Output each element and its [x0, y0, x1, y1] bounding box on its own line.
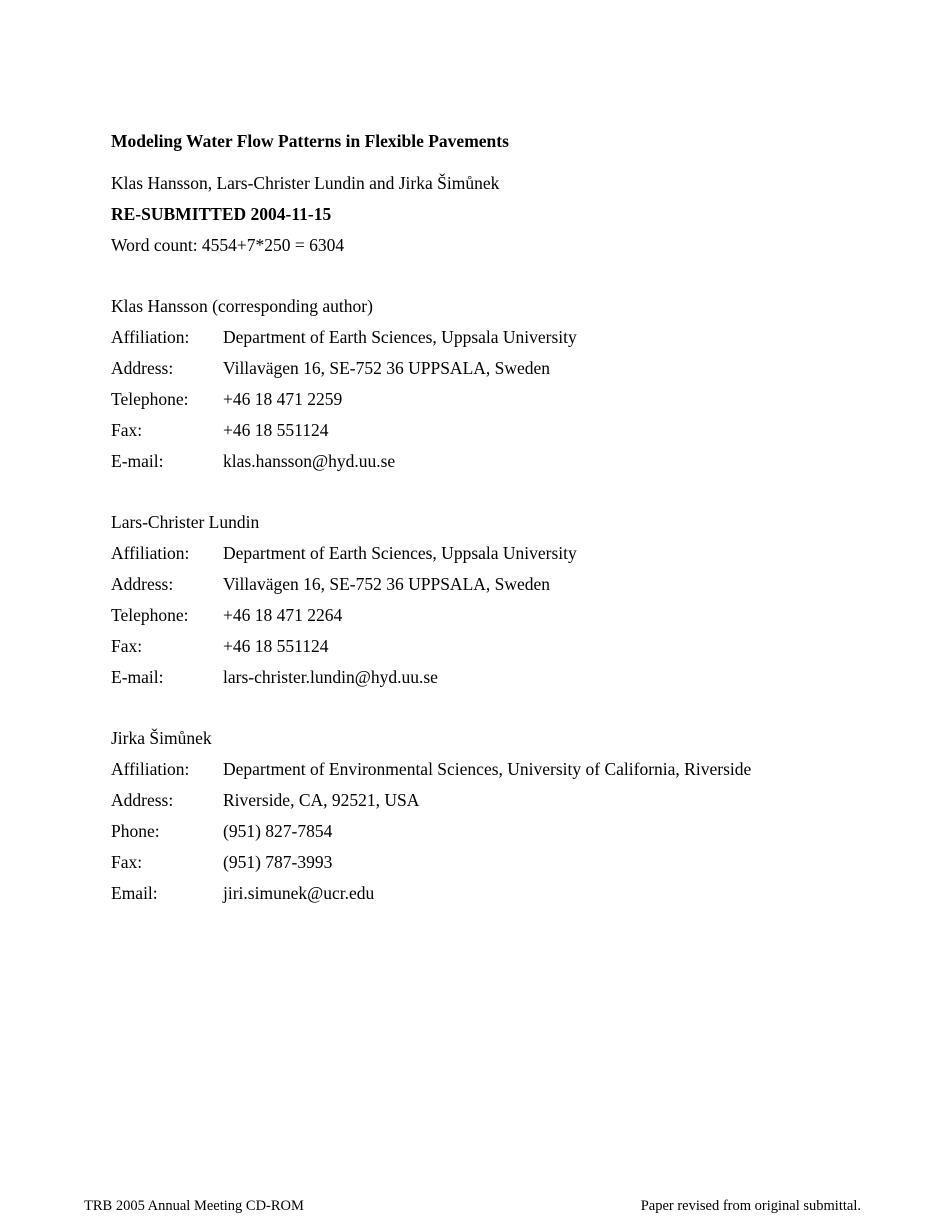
contact-field-telephone: [111, 600, 871, 631]
resubmitted-date: RE-SUBMITTED 2004-11-15: [111, 204, 332, 224]
field-value: klas.hansson@hyd.uu.se: [223, 451, 396, 471]
contact-name: Lars-Christer Lundin: [111, 512, 260, 532]
footer-right-text: Paper revised from original submittal.: [640, 1198, 861, 1214]
field-label: Fax:: [111, 852, 143, 872]
contact-field-fax: [111, 415, 871, 446]
author-list: Klas Hansson, Lars-Christer Lundin and Jirka Šimůnek: [111, 173, 500, 193]
contact-field-phone: [111, 816, 871, 847]
field-label: Affiliation:: [111, 327, 190, 347]
contact-field-address: [111, 569, 871, 600]
document-page: [111, 128, 871, 909]
field-value: jiri.simunek@ucr.edu: [223, 883, 375, 903]
field-value: Department of Earth Sciences, Uppsala University: [223, 327, 577, 347]
contact-field-email: [111, 662, 871, 693]
contact-field-fax: [111, 847, 871, 878]
field-label: Address:: [111, 358, 174, 378]
section-spacer: [111, 693, 871, 723]
contact-field-telephone: [111, 384, 871, 415]
contact-block-hansson: [111, 291, 871, 477]
field-label: Affiliation:: [111, 759, 190, 779]
section-spacer: [111, 477, 871, 507]
field-label: Affiliation:: [111, 543, 190, 563]
field-label: Fax:: [111, 636, 143, 656]
contact-field-address: [111, 353, 871, 384]
field-label: Telephone:: [111, 605, 189, 625]
field-label: E-mail:: [111, 451, 164, 471]
contact-block-lundin: [111, 507, 871, 693]
field-label: Telephone:: [111, 389, 189, 409]
field-value: +46 18 551124: [223, 420, 329, 440]
field-value: lars-christer.lundin@hyd.uu.se: [223, 667, 438, 687]
field-value: Villavägen 16, SE-752 36 UPPSALA, Sweden: [223, 574, 551, 594]
field-value: Riverside, CA, 92521, USA: [223, 790, 420, 810]
field-label: Address:: [111, 574, 174, 594]
contact-field-email: [111, 446, 871, 477]
contact-name: Jirka Šimůnek: [111, 728, 212, 748]
contact-field-affiliation: [111, 754, 871, 785]
field-label: E-mail:: [111, 667, 164, 687]
field-value: (951) 787-3993: [223, 852, 333, 872]
contact-field-fax: [111, 631, 871, 662]
paper-title: Modeling Water Flow Patterns in Flexible Pavements: [111, 131, 509, 151]
field-value: Department of Earth Sciences, Uppsala University: [223, 543, 577, 563]
field-value: (951) 827-7854: [223, 821, 333, 841]
contact-name: Klas Hansson (corresponding author): [111, 296, 373, 316]
word-count: Word count: 4554+7*250 = 6304: [111, 235, 345, 255]
contact-field-address: [111, 785, 871, 816]
footer-left-text: TRB 2005 Annual Meeting CD-ROM: [84, 1198, 304, 1214]
field-value: Department of Environmental Sciences, University of California, Riverside: [223, 759, 752, 779]
field-label: Address:: [111, 790, 174, 810]
contact-field-email: [111, 878, 871, 909]
contact-block-simunek: [111, 723, 871, 909]
field-value: +46 18 471 2264: [223, 605, 343, 625]
field-label: Phone:: [111, 821, 160, 841]
field-value: +46 18 471 2259: [223, 389, 343, 409]
field-value: +46 18 551124: [223, 636, 329, 656]
field-label: Email:: [111, 883, 158, 903]
field-label: Fax:: [111, 420, 143, 440]
contact-field-affiliation: [111, 538, 871, 569]
section-spacer: [111, 261, 871, 291]
contact-field-affiliation: [111, 322, 871, 353]
field-value: Villavägen 16, SE-752 36 UPPSALA, Sweden: [223, 358, 551, 378]
